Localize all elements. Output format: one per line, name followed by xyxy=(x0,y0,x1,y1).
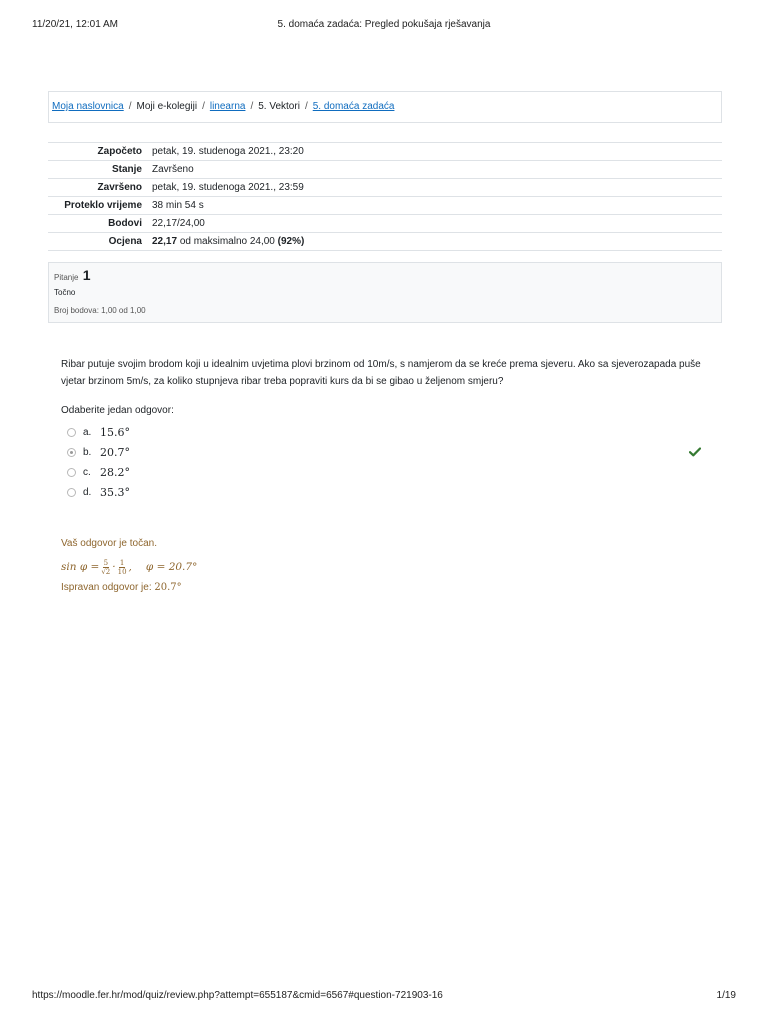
summary-label: Bodovi xyxy=(108,218,142,229)
answer-option-a[interactable] xyxy=(67,422,707,442)
breadcrumb xyxy=(48,91,722,123)
question-number-line xyxy=(54,267,716,283)
summary-value: 38 min 54 s xyxy=(152,200,204,211)
radio-button[interactable] xyxy=(67,468,76,477)
print-footer xyxy=(32,990,736,1004)
question-number: 1 xyxy=(82,267,91,283)
summary-row-time-taken xyxy=(48,197,722,215)
breadcrumb-item-section: 5. Vektori xyxy=(258,101,300,112)
summary-row-completed xyxy=(48,179,722,197)
radio-button-selected[interactable] xyxy=(67,448,76,457)
question-text: Ribar putuje svojim brodom koji u idealnim uvjetima plovi brzinom od 10m/s, s namjerom da se kreće prema sjeveru. Ako sa sjeverozapada puše vjetar brzinom 5m/s, za koliko stupnjeva ribar treba popraviti kurs da bi se gibao u željenom smjeru? xyxy=(61,359,701,387)
breadcrumb-link-quiz[interactable]: 5. domaća zadaća xyxy=(312,101,395,112)
print-page-title: 5. domaća zadaća: Pregled pokušaja rješavanja xyxy=(277,19,491,30)
question-grade: Broj bodova: 1,00 od 1,00 xyxy=(54,306,146,315)
radio-button[interactable] xyxy=(67,428,76,437)
grade-score: 22,17 xyxy=(152,236,178,247)
check-icon xyxy=(689,444,701,462)
breadcrumb-link-course[interactable]: linearna xyxy=(209,101,246,112)
right-answer xyxy=(61,582,721,593)
question-state: Točno xyxy=(54,288,76,297)
summary-value: petak, 19. studenoga 2021., 23:59 xyxy=(152,182,304,193)
breadcrumb-separator: / xyxy=(304,101,308,112)
fraction-denominator: √2 xyxy=(101,567,111,576)
formula-comma: , xyxy=(128,561,132,573)
breadcrumb-separator: / xyxy=(128,101,132,112)
print-page-number: 1/19 xyxy=(716,990,736,1001)
fraction xyxy=(118,559,127,576)
formula-lhs: sin φ = xyxy=(61,561,100,573)
formula-rhs: φ = 20.7° xyxy=(145,561,198,573)
breadcrumb-separator: / xyxy=(250,101,254,112)
breadcrumb-item-courses: Moji e-kolegiji xyxy=(136,101,198,112)
answer-option-c[interactable] xyxy=(67,462,707,482)
grade-out-of: od maksimalno 24,00 xyxy=(179,236,275,247)
summary-label: Proteklo vrijeme xyxy=(64,200,142,211)
summary-row-grade xyxy=(48,233,722,251)
feedback-block xyxy=(61,538,721,593)
fraction-numerator: 5 xyxy=(103,558,109,567)
summary-value: 22,17/24,00 xyxy=(152,218,205,229)
print-header xyxy=(32,19,736,33)
fraction-numerator: 1 xyxy=(119,558,125,567)
summary-label: Ocjena xyxy=(108,236,142,247)
attempt-summary-table xyxy=(48,142,722,251)
fraction xyxy=(101,559,110,576)
answer-option-b[interactable] xyxy=(67,442,707,462)
answer-value: 15.6° xyxy=(100,425,130,439)
breadcrumb-link-home[interactable]: Moja naslovnica xyxy=(52,101,124,112)
breadcrumb-separator: / xyxy=(202,101,205,112)
formula-dot: · xyxy=(112,561,116,573)
print-url: https://moodle.fer.hr/mod/quiz/review.php?attempt=655187&cmid=6567#question-721903-16 xyxy=(32,990,443,1001)
answer-value: 28.2° xyxy=(100,465,130,479)
summary-label: Započeto xyxy=(97,146,142,157)
summary-value: petak, 19. studenoga 2021., 23:20 xyxy=(152,146,304,157)
answer-letter: a. xyxy=(83,426,92,438)
summary-row-marks xyxy=(48,215,722,233)
radio-button[interactable] xyxy=(67,488,76,497)
answer-letter: b. xyxy=(83,446,92,458)
print-datetime: 11/20/21, 12:01 AM xyxy=(32,19,118,30)
summary-value: Završeno xyxy=(152,164,194,175)
summary-label: Završeno xyxy=(97,182,142,193)
answer-option-d[interactable] xyxy=(67,482,707,502)
answer-value: 35.3° xyxy=(100,485,130,499)
grade-percent: (92%) xyxy=(277,236,305,247)
answer-letter: c. xyxy=(83,466,91,478)
right-answer-value: 20.7° xyxy=(154,582,182,593)
summary-value xyxy=(148,233,722,251)
right-answer-label: Ispravan odgovor je: xyxy=(61,582,152,593)
answer-list xyxy=(67,422,707,502)
question-info-box xyxy=(48,262,722,323)
general-feedback: Vaš odgovor je točan. xyxy=(61,538,157,549)
answer-letter: d. xyxy=(83,486,92,498)
answer-prompt: Odaberite jedan odgovor: xyxy=(61,405,174,416)
summary-row-started xyxy=(48,143,722,161)
solution-formula xyxy=(61,556,721,578)
answer-value: 20.7° xyxy=(100,445,130,459)
question-label: Pitanje xyxy=(54,273,79,282)
fraction-denominator: 10 xyxy=(117,567,127,576)
summary-row-state xyxy=(48,161,722,179)
summary-label: Stanje xyxy=(111,164,142,175)
